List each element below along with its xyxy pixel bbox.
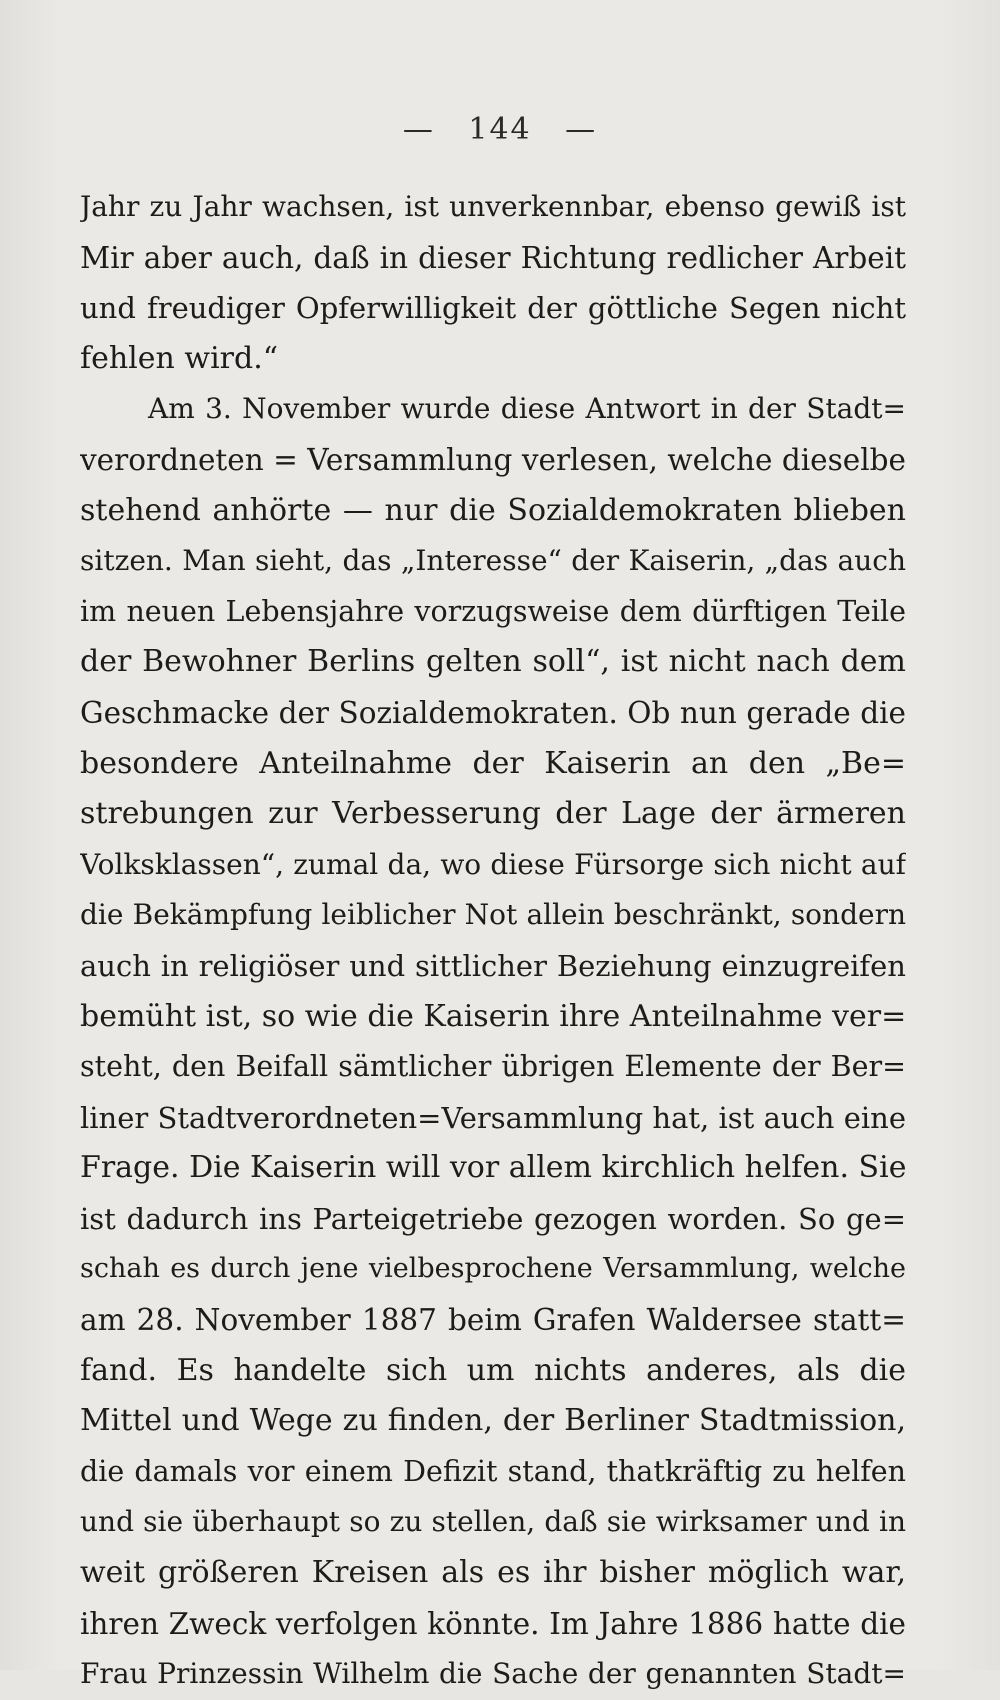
text-line: besondere Anteilnahme der Kaiserin an den „Be= bbox=[80, 745, 906, 781]
text-line: Volksklassen“, zumal da, wo diese Fürsorge sich nicht auf bbox=[80, 847, 906, 881]
text-line: Mittel und Wege zu finden, der Berliner Stadtmission, bbox=[80, 1403, 906, 1439]
paragraph bbox=[80, 182, 906, 384]
text-line: verordneten = Versammlung verlesen, welche dieselbe bbox=[80, 442, 906, 477]
text-line: schah es durch jene vielbesprochene Versammlung, welche bbox=[80, 1253, 906, 1285]
text-line: der Bewohner Berlins gelten soll“, ist nicht nach dem bbox=[80, 644, 906, 680]
text-line: fehlen wird.“ bbox=[80, 340, 279, 376]
text-line: und freudiger Opferwilligkeit der göttliche Segen nicht bbox=[80, 291, 906, 326]
text-line: Frau Prinzessin Wilhelm die Sache der genannten Stadt= bbox=[80, 1657, 906, 1691]
text-line: im neuen Lebensjahre vorzugsweise dem dürftigen Teile bbox=[80, 594, 906, 628]
text-line: bemüht ist, so wie die Kaiserin ihre Anteilnahme ver= bbox=[80, 998, 906, 1034]
text-line: weit größeren Kreisen als es ihr bisher möglich war, bbox=[80, 1555, 906, 1591]
text-line: Jahr zu Jahr wachsen, ist unverkennbar, ebenso gewiß ist bbox=[80, 190, 906, 223]
text-line: auch in religiöser und sittlicher Beziehung einzugreifen bbox=[80, 948, 906, 983]
text-line: strebungen zur Verbesserung der Lage der ärmeren bbox=[80, 796, 906, 832]
page-number-header bbox=[0, 112, 1000, 147]
text-line: steht, den Beifall sämtlicher übrigen Elemente der Ber= bbox=[80, 1050, 906, 1084]
text-line: liner Stadtverordneten=Versammlung hat, ist auch eine bbox=[80, 1100, 906, 1135]
text-line: fand. Es handelte sich um nichts anderes, als die bbox=[80, 1352, 906, 1388]
text-line: stehend anhörte — nur die Sozialdemokraten blieben bbox=[80, 492, 906, 528]
page-number-dash-right: — bbox=[565, 112, 598, 147]
paragraph bbox=[80, 384, 906, 1699]
page-number-dash-left: — bbox=[402, 112, 435, 147]
text-line: am 28. November 1887 beim Grafen Waldersee statt= bbox=[80, 1303, 906, 1338]
text-line: die damals vor einem Defizit stand, thatkräftig zu helfen bbox=[80, 1454, 906, 1488]
text-line: und sie überhaupt so zu stellen, daß sie wirksamer und in bbox=[80, 1505, 906, 1539]
text-line: sitzen. Man sieht, das „Interesse“ der Kaiserin, „das auch bbox=[80, 544, 906, 578]
text-line: ihren Zweck verfolgen könnte. Im Jahre 1886 hatte die bbox=[80, 1606, 906, 1641]
text-line: Frage. Die Kaiserin will vor allem kirchlich helfen. Sie bbox=[80, 1150, 906, 1186]
text-line: ist dadurch ins Parteigetriebe gezogen worden. So ge= bbox=[80, 1201, 906, 1236]
text-line: Mir aber auch, daß in dieser Richtung redlicher Arbeit bbox=[80, 240, 906, 275]
body-text bbox=[80, 182, 906, 1700]
text-line: Am 3. November wurde diese Antwort in der Stadt= bbox=[148, 392, 906, 426]
text-line: die Bekämpfung leiblicher Not allein beschränkt, sondern bbox=[80, 898, 906, 932]
text-line: Geschmacke der Sozialdemokraten. Ob nun gerade die bbox=[80, 695, 906, 730]
page-number: 144 bbox=[468, 112, 532, 147]
